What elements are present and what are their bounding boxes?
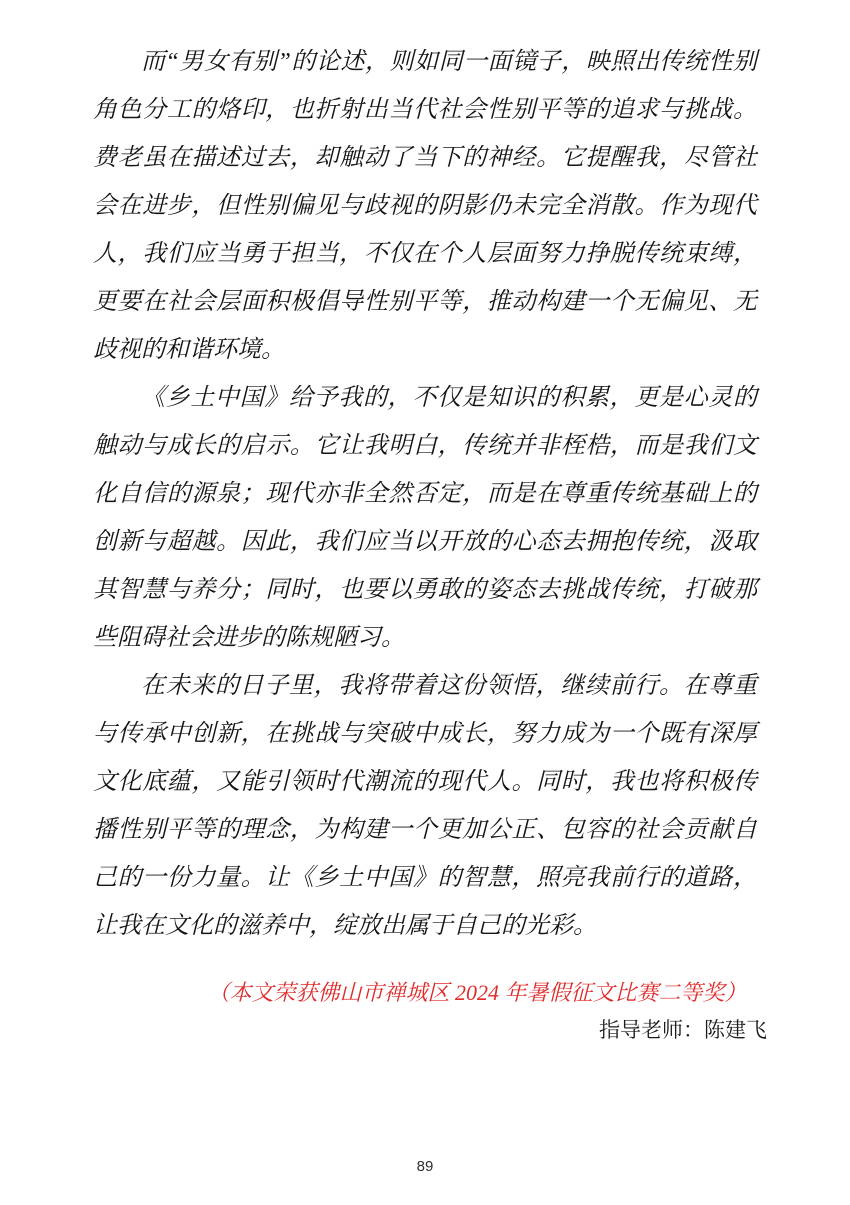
essay-paragraph-1: 而“男女有别”的论述，则如同一面镜子，映照出传统性别角色分工的烙印，也折射出当代社会性别平等的追求与挑战。费老虽在描述过去，却触动了当下的神经。它提醒我，尽管社会在进步，但性别偏见与歧视的阴影仍未完全消散。作为现代人，我们应当勇于担当，不仅在个人层面努力挣脱传统束缚，更要在社会层面积极倡导性别平等，推动构建一个无偏见、无歧视的和谐环境。 (93, 49, 757, 363)
instructor-line: 指导老师：陈建飞 (599, 1019, 767, 1042)
essay-body (93, 38, 767, 1048)
page-number: 89 (416, 1158, 434, 1175)
essay-paragraph-3: 在未来的日子里，我将带着这份领悟，继续前行。在尊重与传承中创新，在挑战与突破中成长，努力成为一个既有深厚文化底蕴，又能引领时代潮流的现代人。同时，我也将积极传播性别平等的理念，为构建一个更加公正、包容的社会贡献自己的一份力量。让《乡土中国》的智慧，照亮我前行的道路，让我在文化的滋养中，绽放出属于自己的光彩。 (93, 673, 757, 939)
essay-paragraph-2: 《乡土中国》给予我的，不仅是知识的积累，更是心灵的触动与成长的启示。它让我明白，传统并非桎梏，而是我们文化自信的源泉；现代亦非全然否定，而是在尊重传统基础上的创新与超越。因此，我们应当以开放的心态去拥抱传统，汲取其智慧与养分；同时，也要以勇敢的姿态去挑战传统，打破那些阻碍社会进步的陈规陋习。 (93, 385, 757, 651)
award-note: （本文荣获佛山市禅城区 2024 年暑假征文比赛二等奖） (207, 980, 747, 1005)
